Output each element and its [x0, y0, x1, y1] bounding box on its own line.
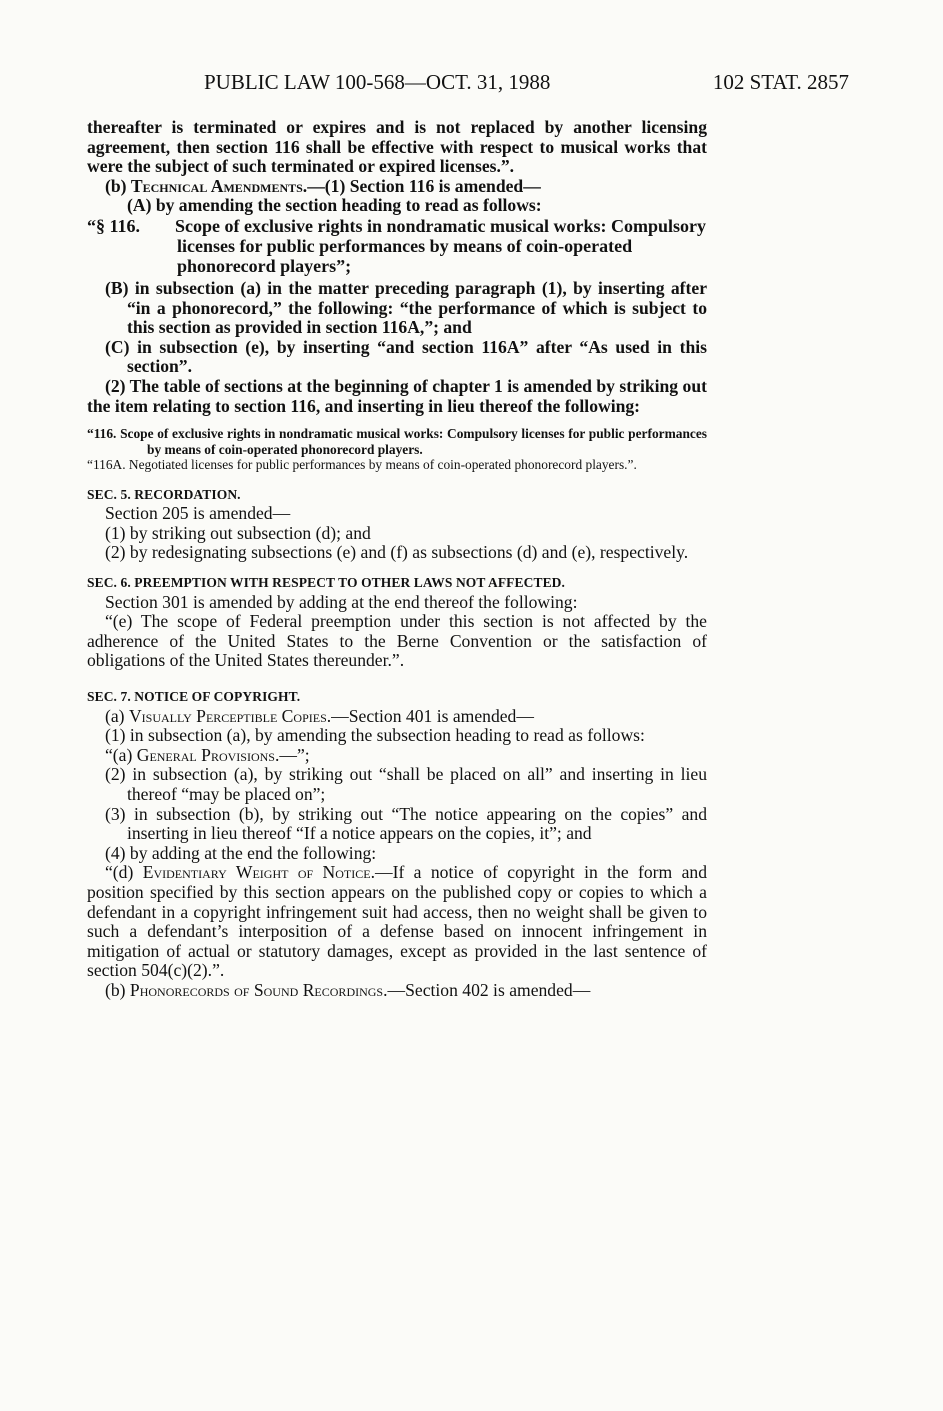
table-entry-116: “116. Scope of exclusive rights in nondramatic musical works: Compulsory licenses for public performances by means of coin-operated phonorecord players.	[87, 426, 707, 457]
section-7-subsection-a	[87, 707, 707, 727]
subsection-heading: Evidentiary Weight of Notice	[142, 862, 371, 883]
section-7-item-3: (3) in subsection (b), by striking out “The notice appearing on the copies” and inserting in lieu thereof “If a notice appears on the copies, it”; and	[105, 803, 707, 844]
section-5-item-1: (1) by striking out subsection (d); and	[105, 522, 371, 543]
label: (a)	[105, 705, 129, 726]
label: (b)	[105, 979, 130, 1000]
subsection-heading: Phonorecords of Sound Recordings	[129, 979, 384, 1000]
subsection-b-technical-amendments	[87, 177, 707, 197]
section-7-heading: SEC. 7. NOTICE OF COPYRIGHT.	[87, 688, 301, 704]
text: .—Section 402 is amended—	[383, 979, 591, 1000]
section-7-item-1: (1) in subsection (a), by amending the subsection heading to read as follows:	[105, 725, 645, 746]
subsection-heading: Visually Perceptible Copies	[128, 705, 327, 726]
document-body	[87, 118, 707, 1000]
suffix: .—”;	[274, 744, 310, 765]
table-entry-116A: “116A. Negotiated licenses for public performances by means of coin-operated phonorecord players.”.	[87, 457, 637, 473]
clause-B: (B) in subsection (a) in the matter preceding paragraph (1), by inserting after “in a phonorecord,” the following: “the performance of which is subject to this section as provided in section 116A,”; and	[105, 277, 707, 338]
general-provisions-heading	[87, 746, 707, 766]
section-5-item-2: (2) by redesignating subsections (e) and (f) as subsections (d) and (e), respectively.	[105, 542, 689, 563]
section-7-item-4: (4) by adding at the end the following:	[105, 842, 377, 863]
evidentiary-weight-paragraph	[87, 863, 707, 981]
header-title: PUBLIC LAW 100-568—OCT. 31, 1988	[204, 70, 551, 94]
header-page-number: 102 STAT. 2857	[712, 70, 849, 94]
paragraph-2: (2) The table of sections at the beginning of chapter 1 is amended by striking out the item relating to section 116, and inserting in lieu thereof the following:	[87, 375, 707, 416]
subsection-heading: General Provisions	[136, 744, 275, 765]
subsection-heading: Technical Amendments	[130, 175, 303, 196]
section-5-text: Section 205 is amended—	[105, 503, 291, 524]
page-header	[87, 70, 849, 100]
clause-C: (C) in subsection (e), by inserting “and section 116A” after “As used in this section”.	[105, 336, 707, 377]
section-6-text: Section 301 is amended by adding at the end thereof the following:	[105, 591, 578, 612]
section-6-heading: SEC. 6. PREEMPTION WITH RESPECT TO OTHER LAWS NOT AFFECTED.	[87, 575, 566, 590]
section-7-item-2: (2) in subsection (a), by striking out “shall be placed on all” and inserting in lieu thereof “may be placed on”;	[105, 764, 707, 804]
text: .—If a notice of copyright in the form and position specified by this section appears on the published copy or copies to which a defendant in a copyright infringement suit had access, then no weight shall be given to such a defendant’s interposition of a defense based on innocent infringement in mitigation of actual or statutory damages, except as provided in the last sentence of section 504(c)(2).”.	[87, 862, 708, 981]
section-number: “§ 116.	[87, 215, 141, 236]
section-heading-text: Scope of exclusive rights in nondramatic musical works: Compulsory licenses for public performances by means of coin-operated phonorecord players”;	[175, 215, 706, 276]
text: .—(1) Section 116 is amended—	[302, 175, 541, 196]
clause-A: (A) by amending the section heading to read as follows:	[127, 195, 542, 216]
section-6-subsection-e: “(e) The scope of Federal preemption under this section is not affected by the adherence of the United States to the Berne Convention or the satisfaction of obligations of the United States thereunder.”.	[87, 611, 707, 671]
label: (b)	[105, 175, 131, 196]
text: .—Section 401 is amended—	[326, 705, 534, 726]
prefix: “(d)	[105, 862, 143, 883]
prefix: “(a)	[105, 744, 137, 765]
section-5-heading: SEC. 5. RECORDATION.	[87, 486, 241, 502]
paragraph-continuation: thereafter is terminated or expires and is not replaced by another licensing agreement, then section 116 shall be effective with respect to musical works that were the subject of such terminated or expired licenses.”.	[87, 117, 707, 177]
section-116-heading	[87, 216, 707, 276]
section-7-subsection-b	[87, 981, 707, 1001]
